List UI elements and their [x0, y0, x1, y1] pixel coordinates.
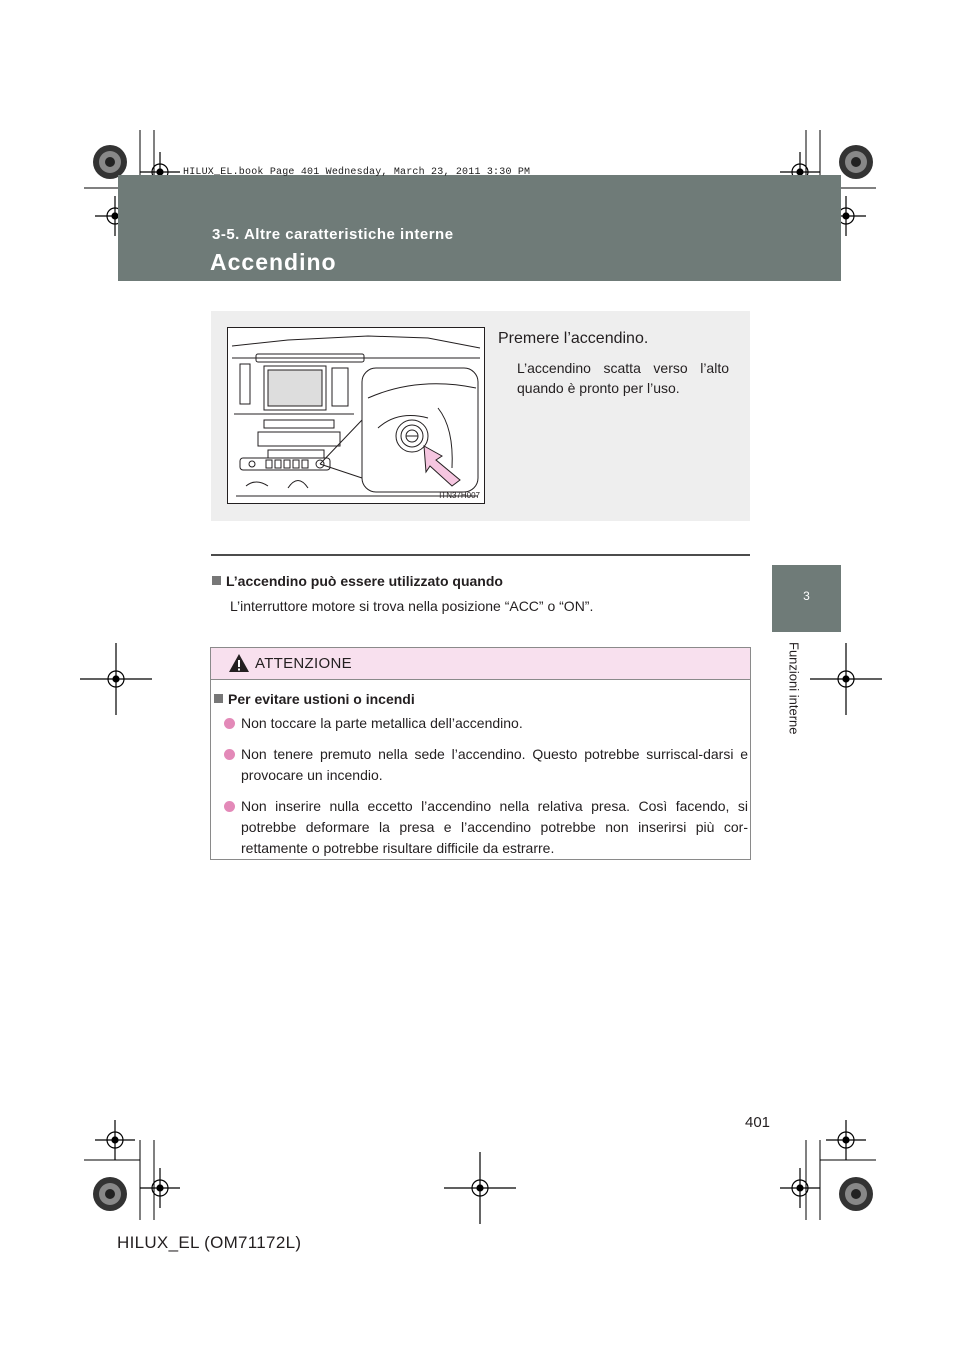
caution-bullet-text: Non inserire nulla eccetto l’accendino nella relativa presa. Così facendo, si potrebbe deformare la presa e l’accendino potrebbe non inserirsi più cor-rettamente o potrebbe risultare difficile da estrarre. [241, 798, 748, 856]
bullet-dot-icon [224, 718, 235, 729]
bullet-dot-icon [224, 801, 235, 812]
note-heading [212, 573, 503, 589]
caution-bullet [224, 796, 748, 859]
chapter-name [774, 642, 814, 752]
caution-bullet [224, 744, 748, 786]
page-number: 401 [745, 1114, 771, 1131]
square-bullet-icon [212, 576, 221, 585]
note-body: L’interruttore motore si trova nella posizione “ACC” o “ON”. [230, 598, 594, 614]
cigarette-lighter-illustration [227, 327, 485, 504]
section-divider [211, 554, 750, 556]
figure-panel [211, 311, 750, 521]
book-stamp: HILUX_EL.book Page 401 Wednesday, March 23, 2011 3:30 PM [183, 167, 531, 178]
caution-bullet-text: Non tenere premuto nella sede l’accendino. Questo potrebbe surriscal-darsi e provocare un incendio. [241, 746, 748, 783]
square-bullet-icon [214, 694, 223, 703]
caution-bullet [224, 713, 748, 734]
step-description: L’accendino scatta verso l’alto quando è pronto per l’uso. [517, 360, 729, 396]
bullet-dot-icon [224, 749, 235, 760]
figure-code: ITN37H007 [439, 491, 480, 500]
caution-bullet-text: Non toccare la parte metallica dell’accendino. [241, 715, 523, 731]
caution-title: ATTENZIONE [255, 655, 352, 672]
chapter-name-text: Funzioni interne [786, 642, 802, 735]
chapter-tab [772, 565, 841, 632]
note-heading-text: L’accendino può essere utilizzato quando [226, 573, 503, 589]
step-title: Premere l’accendino. [498, 330, 649, 347]
chapter-number: 3 [803, 589, 810, 603]
section-label: 3-5. Altre caratteristiche interne [212, 226, 454, 243]
dashboard-drawing [228, 328, 484, 503]
caution-subheading-text: Per evitare ustioni o incendi [228, 691, 415, 707]
warning-triangle-icon [228, 653, 250, 673]
manual-code: HILUX_EL (OM71172L) [117, 1233, 302, 1252]
caution-box [210, 647, 751, 860]
page-title: Accendino [210, 249, 337, 275]
caution-header [211, 648, 750, 680]
caution-subheading [214, 691, 415, 707]
